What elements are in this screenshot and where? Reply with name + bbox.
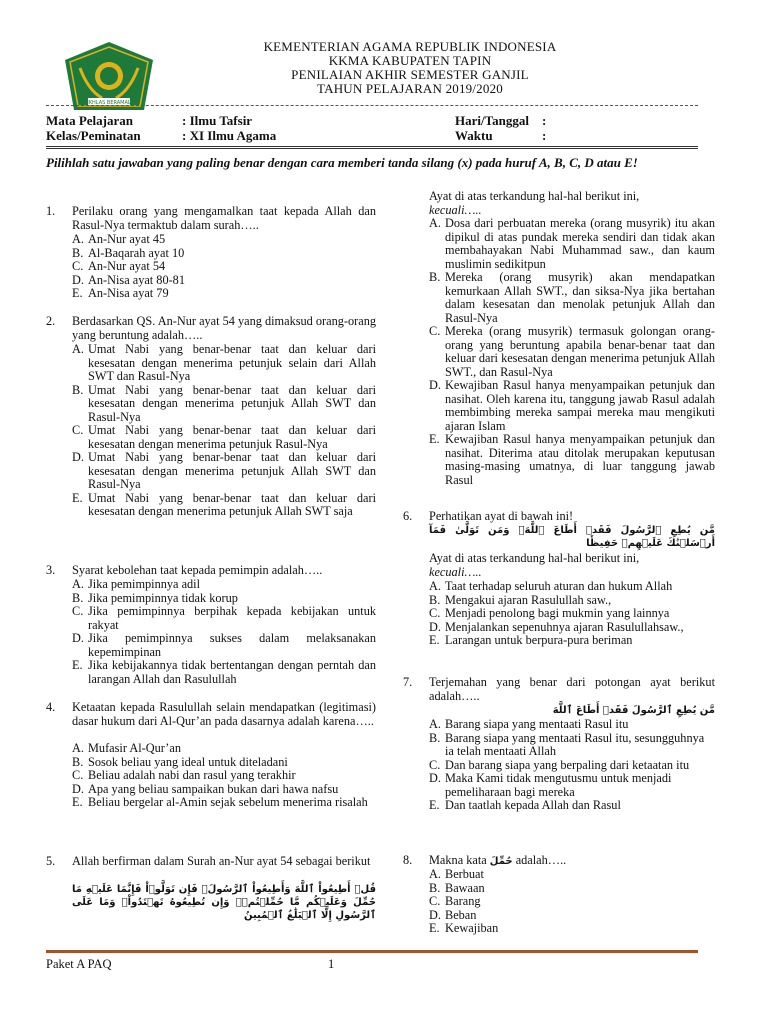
option[interactable]: D. Kewajiban Rasul hanya menyampaikan petunjuk dan nasihat. Oleh karena itu, tanggung jawab Rasul adalah membimbing mereka sampai mereka mau mengikuti ajaran Islam xyxy=(429,378,715,433)
option[interactable]: B. Jika pemimpinnya tidak korup xyxy=(72,590,238,605)
option[interactable]: E. Jika kebijakannya tidak bertentangan dengan perntah dan larangan Allah dan Rasulullah xyxy=(72,658,376,686)
question-number: 4. xyxy=(46,700,56,714)
header-ministry: KEMENTERIAN AGAMA REPUBLIK INDONESIA xyxy=(263,39,557,54)
intro-text: Ayat di atas terkandung hal-hal berikut ini, xyxy=(429,189,640,203)
date-value: : xyxy=(542,113,547,128)
option[interactable]: D. Beban xyxy=(429,907,477,922)
svg-text:IKHLAS BERAMAL: IKHLAS BERAMAL xyxy=(87,100,131,106)
class-value: : XI Ilmu Agama xyxy=(182,128,277,143)
option[interactable]: D. Menjalankan sepenuhnya ajaran Rasulullahsaw., xyxy=(429,619,684,634)
except-text: kecuali….. xyxy=(429,202,482,217)
option[interactable]: A. Barang siapa yang mentaati Rasul itu xyxy=(429,717,629,731)
option[interactable]: E. An-Nisa ayat 79 xyxy=(72,286,169,300)
divider-double xyxy=(46,146,698,149)
question-number: 1. xyxy=(46,204,56,218)
question-number: 7. xyxy=(403,675,413,689)
header-year: TAHUN PELAJARAN 2019/2020 xyxy=(317,81,503,96)
options-list xyxy=(429,718,715,813)
option[interactable]: B. Barang siapa yang mentaati Rasul itu, sesungguhnya ia telah mentaati Allah xyxy=(429,730,705,758)
option[interactable]: C. Dan barang siapa yang berpaling dari ketaatan itu xyxy=(429,757,690,772)
question-text: Terjemahan yang benar dari potongan ayat berikut adalah….. xyxy=(429,675,715,703)
option[interactable]: C. Menjadi penolong bagi mukmin yang lainnya xyxy=(429,606,670,620)
date-label: Hari/Tanggal xyxy=(455,113,529,128)
option[interactable]: E. Beliau bergelar al-Amin sejak sebelum menerima risalah xyxy=(72,795,368,809)
option[interactable]: C. Mereka (orang musyrik) termasuk golongan orang-orang yang beruntung apabila benar-benar taat dan keluar dari kesesatan dengan menerima petunjuk Allah SWT., dan Rasul-Nya xyxy=(429,324,715,379)
footer-rule xyxy=(46,950,698,953)
option[interactable]: A. Jika pemimpinnya adil xyxy=(72,577,201,591)
option[interactable]: B. Umat Nabi yang benar-benar taat dan keluar dari kesesatan dengan menerima petunjuk Allah SWT dan Rasul-Nya xyxy=(72,382,376,424)
question-number: 6. xyxy=(403,509,413,523)
option[interactable]: A. Dosa dari perbuatan mereka (orang musyrik) itu akan dipikul di atas pundak mereka sendiri dan tidak akan membahayakan Nabi Muhammad saw., dan kaum muslimin sedikitpun xyxy=(429,216,715,271)
option[interactable]: A. Umat Nabi yang benar-benar taat dan keluar dari kesesatan dengan menerima petunjuk selain dari Allah SWT dan Rasul-Nya xyxy=(72,342,376,383)
option[interactable]: A. Taat terhadap seluruh aturan dan hukum Allah xyxy=(429,579,673,593)
option[interactable]: A. Berbuat xyxy=(429,867,484,881)
option[interactable]: E. Larangan untuk berpura-pura beriman xyxy=(429,633,633,647)
option[interactable]: C. Jika pemimpinnya berpihak kepada kebijakan untuk rakyat xyxy=(72,604,376,632)
question-text: Allah berfirman dalam Surah an-Nur ayat 54 sebagai berikut xyxy=(72,854,371,868)
question-text: Makna kata حُمِّلَ adalah….. xyxy=(429,853,567,867)
option[interactable]: D. Apa yang beliau sampaikan bukan dari hawa nafsu xyxy=(72,781,339,796)
question-text: Perilaku orang yang mengamalkan taat kepada Allah dan Rasul-Nya termaktub dalam surah….. xyxy=(72,204,376,232)
question-number: 3. xyxy=(46,563,56,577)
options-list xyxy=(72,343,376,519)
subject-value: : Ilmu Tafsir xyxy=(182,113,253,128)
options-list xyxy=(429,580,715,648)
time-value: : xyxy=(542,128,547,143)
footer-package: Paket A PAQ xyxy=(46,957,112,971)
arabic-verse: قُلۡ أَطِيعُواْ ٱللَّهَ وَأَطِيعُواْ ٱلرَّسُولَۖ فَإِن تَوَلَّوۡاْ فَإِنَّمَا عَلَيۡهِ مَا حُمِّلَ وَعَلَيۡكُم مَّا حُمِّلۡتُمۡۖ وَإِن تُطِيعُوهُ تَهۡتَدُواْۚ وَمَا عَلَى ٱلرَّسُولِ إِلَّا ٱلۡبَلَٰغُ ٱلۡمُبِينُ xyxy=(72,884,376,921)
instruction-text: Pilihlah satu jawaban yang paling benar dengan cara memberi tanda silang (x) pada huruf A, B, C, D atau E! xyxy=(46,155,638,170)
subject-label: Mata Pelajaran xyxy=(46,113,134,128)
options-list xyxy=(72,578,376,686)
q5-continuation xyxy=(429,190,715,487)
question-number: 5. xyxy=(46,854,56,868)
question-text: Syarat kebolehan taat kepada pemimpin adalah….. xyxy=(72,563,323,577)
option[interactable]: C. Beliau adalah nabi dan rasul yang terakhir xyxy=(72,768,296,782)
option[interactable]: E. Dan taatlah kepada Allah dan Rasul xyxy=(429,798,621,812)
question-number: 8. xyxy=(403,853,413,867)
question-text: Perhatikan ayat di bawah ini! xyxy=(429,509,574,523)
header-exam: PENILAIAN AKHIR SEMESTER GANJIL xyxy=(291,67,529,82)
options-list xyxy=(72,233,376,301)
option[interactable]: D. Maka Kami tidak mengutusmu untuk menjadi pemeliharaan bagi mereka xyxy=(429,771,672,799)
option[interactable]: B. Mereka (orang musyrik) akan mendapatkan kemurkaan Allah SWT., dan siksa-Nya jika bertahan dalam kesesatan dan menolak petunjuk Allah dan Rasul-Nya xyxy=(429,270,715,325)
option[interactable]: D. Umat Nabi yang benar-benar taat dan keluar dari kesesatan dengan menerima petunjuk Allah SWT dan Rasul-Nya xyxy=(72,450,376,491)
arabic-verse: مَّن يُطِعِ ٱلرَّسُولَ فَقَدۡ أَطَاعَ ٱللَّهَ xyxy=(552,705,715,716)
option[interactable]: D. An-Nisa ayat 80-81 xyxy=(72,272,185,287)
option[interactable]: A. Mufasir Al-Qur’an xyxy=(72,741,182,755)
question-text: Ketaatan kepada Rasulullah selain mendapatkan (legitimasi) dasar hukum dari Al-Qur’an pada dasarnya adalah karena….. xyxy=(72,700,376,728)
arabic-verse: مَّن يُطِعِ ٱلرَّسُولَ فَقَدۡ أَطَاعَ ٱللَّهَۖ وَمَن تَوَلَّىٰ فَمَآ أَرۡسَلۡنَٰكَ عَلَيۡهِمۡ حَفِيظٗا xyxy=(429,525,715,549)
option[interactable]: A. An-Nur ayat 45 xyxy=(72,232,166,246)
option[interactable]: D. Jika pemimpinnya sukses dalam melaksanakan kepemimpinan xyxy=(72,631,376,659)
header-kkma: KKMA KABUPATEN TAPIN xyxy=(328,53,492,68)
time-label: Waktu xyxy=(455,128,493,143)
class-label: Kelas/Peminatan xyxy=(46,128,141,143)
option[interactable]: E. Kewajiban xyxy=(429,921,499,935)
options-list xyxy=(72,742,376,810)
option[interactable]: B. Mengakui ajaran Rasulullah saw., xyxy=(429,592,612,607)
options-list xyxy=(429,868,715,936)
option[interactable]: B. Sosok beliau yang ideal untuk diteladani xyxy=(72,754,288,769)
sub-text: Ayat di atas terkandung hal-hal berikut ini, kecuali….. xyxy=(429,551,640,579)
question-text: Berdasarkan QS. An-Nur ayat 54 yang dimaksud orang-orang yang beruntung adalah….. xyxy=(72,314,376,342)
divider-dashed xyxy=(46,105,698,106)
question-number: 2. xyxy=(46,314,56,328)
option[interactable]: B. Al-Baqarah ayat 10 xyxy=(72,245,185,260)
option[interactable]: E. Umat Nabi yang benar-benar taat dan keluar dari kesesatan dengan menerima petunjuk Allah SWT saja xyxy=(72,490,376,518)
option[interactable]: E. Kewajiban Rasul hanya menyampaikan petunjuk dan nasihat. Diterima atau ditolak merupakan keputusan masing-masing umatnya, di luar tanggung jawab Rasul xyxy=(429,432,715,487)
option[interactable]: C. Barang xyxy=(429,894,481,908)
option[interactable]: C. Umat Nabi yang benar-benar taat dan keluar dari kesesatan dengan menerima petunjuk Rasul-Nya xyxy=(72,423,376,451)
arabic-word: حُمِّلَ xyxy=(489,856,513,867)
option[interactable]: C. An-Nur ayat 54 xyxy=(72,259,166,273)
page-number: 1 xyxy=(328,957,335,971)
option[interactable]: B. Bawaan xyxy=(429,880,485,895)
options-list xyxy=(429,217,715,487)
